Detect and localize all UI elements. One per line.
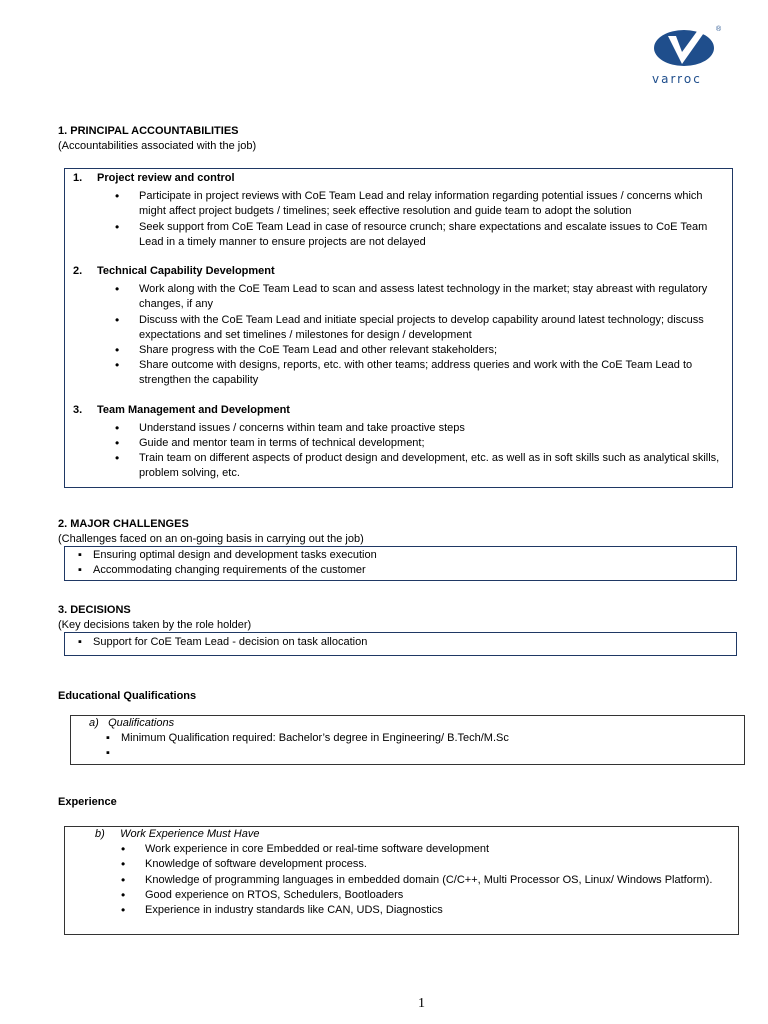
page-number: 1 — [418, 996, 425, 1011]
list-item: • Understand issues / concerns within team and take proactive steps — [115, 421, 722, 436]
list-item: • Good experience on RTOS, Schedulers, Bootloaders — [121, 888, 730, 903]
section-1-heading: 1. PRINCIPAL ACCOUNTABILITIES — [58, 125, 239, 137]
varroc-logo-mark — [648, 24, 724, 70]
group-number: 1. — [73, 172, 83, 184]
group-number: 2. — [73, 265, 83, 278]
list-item: • Guide and mentor team in terms of technical development; — [115, 436, 722, 451]
list-item: • Train team on different aspects of product design and development, etc. as well as in soft skills such as analytical skills, problem solving, etc. — [115, 451, 722, 481]
list-item: • Participate in project reviews with CoE Team Lead and relay information regarding potential issues / concerns which might affect project budgets / timelines; seek effective resolution and guide team to adopt the solution — [115, 189, 722, 219]
section-3-subheading: (Key decisions taken by the role holder) — [58, 619, 252, 631]
list-item: • Work experience in core Embedded or real-time software development — [121, 842, 730, 857]
section-2-heading: 2. MAJOR CHALLENGES — [58, 518, 189, 530]
group-title: Team Management and Development — [97, 403, 290, 416]
list-item: ▪ Support for CoE Team Lead - decision on task allocation — [77, 635, 728, 650]
accountabilities-box — [64, 168, 733, 488]
list-item — [105, 746, 736, 761]
experience-title-row — [95, 827, 730, 842]
qualifications-title-row — [89, 716, 736, 731]
list-item: • Share outcome with designs, reports, etc. with other teams; address queries and work with the CoE Team Lead to strengthen the capability — [115, 358, 722, 388]
varroc-logo — [648, 24, 724, 88]
group-project-review — [73, 171, 722, 250]
list-item: • Knowledge of programming languages in embedded domain (C/C++, Multi Processor OS, Linux/ Windows Platform). — [121, 873, 730, 888]
group-technical-capability — [73, 264, 722, 389]
list-item: • Seek support from CoE Team Lead in case of resource crunch; share expectations and escalate issues to CoE Team Lead in a timely manner to ensure projects are not delayed — [115, 220, 722, 250]
experience-title: Work Experience Must Have — [120, 828, 260, 840]
list-item: ▪ Minimum Qualification required: Bachelor’s degree in Engineering/ B.Tech/M.Sc — [105, 731, 736, 746]
section-3-heading: 3. DECISIONS — [58, 604, 131, 616]
qualifications-title: Qualifications — [108, 717, 175, 729]
decisions-box — [64, 632, 737, 656]
list-item: ▪ Ensuring optimal design and development tasks execution — [77, 548, 728, 563]
list-item: • Discuss with the CoE Team Lead and initiate special projects to develop capability around latest technology; discuss expectations and set timelines / milestones for design / development — [115, 313, 722, 343]
section-1-subheading: (Accountabilities associated with the job) — [58, 140, 257, 152]
list-item: ▪ Accommodating changing requirements of the customer — [77, 563, 728, 578]
list-item: • Share progress with the CoE Team Lead and other relevant stakeholders; — [115, 343, 722, 358]
list-item: • Work along with the CoE Team Lead to scan and assess latest technology in the market; stay abreast with regulatory changes, if any — [115, 282, 722, 312]
group-title: Project review and control — [97, 172, 235, 184]
experience-heading: Experience — [58, 796, 117, 808]
experience-box — [64, 826, 739, 935]
challenges-box — [64, 546, 737, 581]
group-number: 3. — [73, 403, 83, 416]
qualifications-label: a) — [89, 717, 99, 729]
group-title: Technical Capability Development — [97, 265, 275, 278]
section-2-subheading: (Challenges faced on an on-going basis in carrying out the job) — [58, 533, 364, 545]
qualifications-box — [70, 715, 745, 765]
group-team-management — [73, 403, 722, 482]
registered-mark: ® — [716, 26, 722, 33]
education-heading: Educational Qualifications — [58, 690, 197, 702]
list-item: • Experience in industry standards like CAN, UDS, Diagnostics — [121, 903, 730, 918]
list-item: • Knowledge of software development process. — [121, 857, 730, 872]
logo-text: varroc — [652, 72, 702, 86]
experience-label: b) — [95, 828, 105, 840]
